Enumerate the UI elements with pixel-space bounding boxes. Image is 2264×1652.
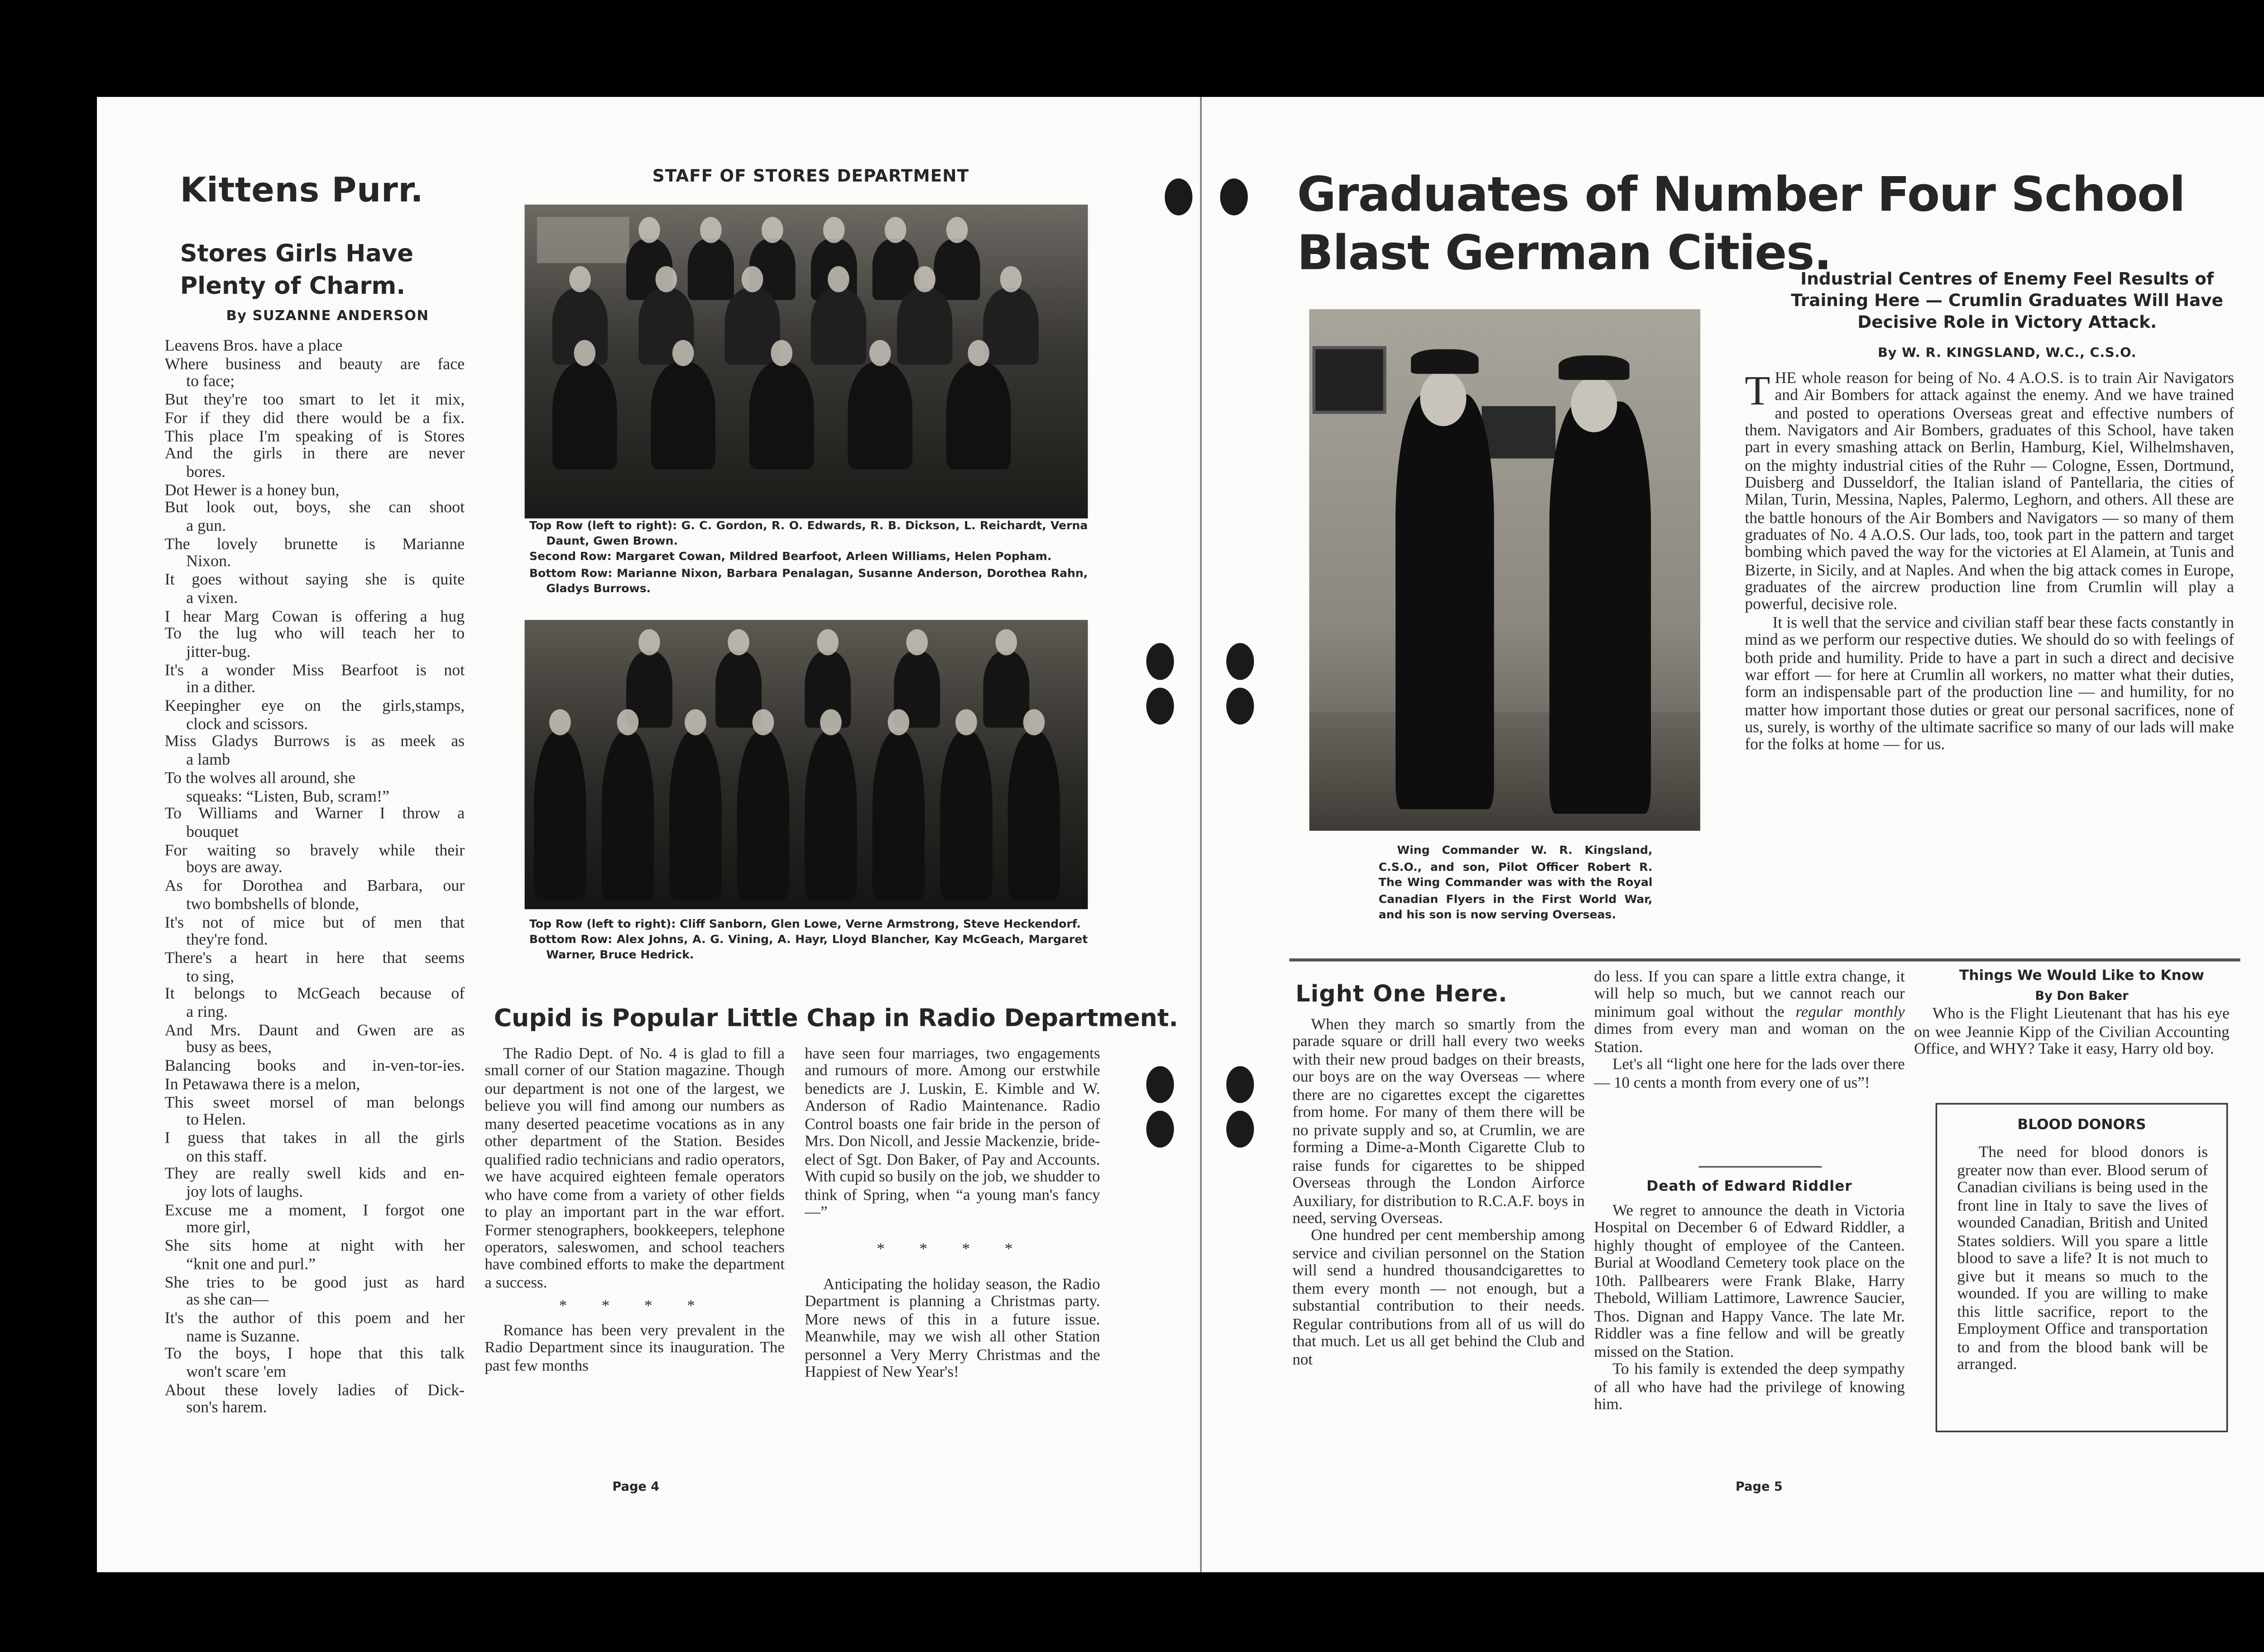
light-one-here-headline: Light One Here.: [1295, 980, 1508, 1008]
light-column-2: [1594, 969, 1904, 1092]
cupid-column-1: [484, 1046, 785, 1376]
cupid-headline: Cupid is Popular Little Chap in Radio Department.: [494, 1003, 1178, 1033]
poem-line-continuation: to Helen.: [186, 1112, 246, 1130]
light-column-1: [1292, 1017, 1585, 1369]
page-number-right: Page 5: [1735, 1480, 1783, 1494]
poem-line: Where business and beauty are face: [164, 356, 465, 373]
poem-line: It's a wonder Miss Bearfoot is not: [164, 662, 465, 680]
person-silhouette: [1008, 731, 1060, 900]
person-face: [753, 709, 774, 735]
person-silhouette: [873, 731, 925, 900]
poem-line-continuation: to sing,: [186, 968, 235, 986]
person-face: [968, 340, 989, 366]
kittens-byline: By SUZANNE ANDERSON: [226, 309, 429, 325]
punch-hole-icon: [1226, 1111, 1254, 1148]
graduates-article-body: [1745, 368, 2234, 755]
page-number-left: Page 4: [612, 1480, 660, 1494]
poem-line: Dot Hewer is a honey bun,: [164, 482, 340, 500]
poem-line: And Mrs. Daunt and Gwen are as: [164, 1022, 465, 1040]
caption-row: Top Row (left to right): Cliff Sanborn, Glen Lowe, Verne Armstrong, Steve Heckendorf.: [529, 917, 1081, 931]
person-silhouette: [749, 362, 814, 469]
poem-line-continuation: as she can—: [186, 1293, 269, 1310]
poem-line-continuation: to face;: [186, 374, 235, 392]
poem-line-continuation: a lamb: [186, 752, 230, 770]
person-face: [1000, 266, 1022, 292]
poem-line: For if they did there would be a fix.: [164, 410, 465, 428]
section-divider-stars: * * * *: [559, 1299, 710, 1316]
person-face: [638, 629, 660, 656]
blood-donors-body: The need for blood donors is greater now than ever. Blood serum of Canadian civilians is being used in the front line in Italy to save the lives of wounded Canadian, British and United States soldiers. Will you spare a little blood to save a life? It is not much to give but it means so much to the wounded. If you are willing to make this little sacrifice, report to the Employment Office and transportation to and from the blood bank will be arranged.: [1957, 1144, 2208, 1374]
poem-line-continuation: bores.: [186, 464, 226, 482]
stores-staff-photo: [525, 205, 1088, 518]
punch-hole-icon: [1220, 178, 1248, 215]
poem-line: As for Dorothea and Barbara, our: [164, 878, 465, 895]
person-silhouette: [737, 731, 790, 900]
poem-line-continuation: boys are away.: [186, 860, 283, 878]
light-paragraph: do less. If you can spare a little extra change, it will help so much, but we cannot reach our minimum goal without the regular monthly dimes from every man and woman on the Station.: [1594, 969, 1905, 1057]
poem-line: For waiting so bravely while their: [164, 843, 465, 860]
radio-photo-caption: [529, 917, 1088, 964]
section-divider-stars: * * * *: [877, 1240, 1028, 1258]
person-silhouette: [946, 362, 1011, 469]
poem-line-continuation: a gun.: [186, 518, 226, 536]
cupid-column-2: [805, 1046, 1100, 1383]
kingsland-photo-caption: Wing Commander W. R. Kingsland, C.S.O., and son, Pilot Officer Robert R. The Wing Commander was with the Royal Canadian Flyers in the First World War, and his son is now serving Overseas.: [1378, 843, 1653, 922]
person-face: [914, 266, 935, 292]
staff-photo-title: STAFF OF STORES DEPARTMENT: [652, 166, 969, 187]
things-headline: Things We Would Like to Know: [1959, 967, 2205, 985]
poem-line: Miss Gladys Burrows is as meek as: [164, 734, 465, 752]
person-face: [1023, 709, 1045, 735]
stores-photo-caption: [529, 518, 1088, 597]
poem-line-continuation: won't scare 'em: [186, 1365, 287, 1382]
poem-line: She tries to be good just as hard: [164, 1274, 465, 1292]
person-silhouette: [983, 651, 1029, 728]
poem-line-continuation: jitter-bug.: [186, 644, 251, 661]
light-paragraph: One hundred per cent membership among service and civilian personnel on the Station will send a hundred thousandcigarettes to them every month — not enough, but a substantial contribution to their needs. Regular contributions from all of us will do that much. Let us all get behind the Club and not: [1292, 1228, 1585, 1369]
poem-line: About these lovely ladies of Dick-: [164, 1383, 465, 1400]
poem-line-continuation: clock and scissors.: [186, 716, 308, 734]
punch-hole-icon: [1146, 1111, 1174, 1148]
death-notice-body: [1594, 1203, 1904, 1414]
graduates-byline: By W. R. KINGSLAND, W.C., C.S.O.: [1878, 346, 2137, 362]
person-silhouette: [534, 731, 586, 900]
person-silhouette: [848, 362, 912, 469]
section-divider: [1290, 958, 2240, 961]
cupid-paragraph: Anticipating the holiday season, the Radio Department is planning a Christmas party. More news of this in a future issue. Meanwhile, may we wish all other Station personnel a Very Merry Christmas and the Happiest of New Year's!: [805, 1277, 1100, 1382]
poem-line: To the wolves all around, she: [164, 770, 355, 788]
poem-line-continuation: a vixen.: [186, 590, 238, 608]
poem-line-continuation: two bombshells of blonde,: [186, 896, 360, 914]
person-face: [574, 340, 595, 366]
person-face: [728, 629, 749, 656]
poem-line: But they're too smart to let it mix,: [164, 392, 465, 410]
person-face: [762, 217, 783, 243]
poem-line-continuation: name is Suzanne.: [186, 1328, 300, 1346]
poem-line: Leavens Bros. have a place: [164, 338, 343, 355]
person-face: [869, 340, 891, 366]
person-silhouette: [805, 731, 857, 900]
person-silhouette: [669, 731, 722, 900]
caption-row: Bottom Row: Alex Johns, A. G. Vining, A. Hayr, Lloyd Blancher, Kay McGeach, Margaret Warner, Bruce Hedrick.: [529, 932, 1088, 962]
graduates-headline-line2: Blast German Cities.: [1297, 226, 1832, 282]
poem-line-continuation: they're fond.: [186, 932, 268, 950]
kingsland-portrait-photo: [1309, 309, 1700, 831]
poem-line: This sweet morsel of man belongs: [164, 1094, 465, 1112]
cupid-paragraph: have seen four marriages, two engagements and rumours of more. Among our erstwhile benedicts are J. Luskin, E. Kimble and W. Anderson of Radio Maintenance. Radio Control boasts one fair bride in the person of Mrs. Don Nicoll, and Jessie Mackenzie, bride-elect of Sgt. Don Baker, of Pay and Accounts. With cupid so busily on the job, we shudder to think of Spring, when “a young man's fancy—”: [805, 1046, 1100, 1222]
poem-line-continuation: joy lots of laughs.: [186, 1184, 303, 1202]
poem-line-continuation: son's harem.: [186, 1400, 267, 1418]
person-face: [823, 217, 845, 243]
punch-hole-icon: [1146, 1066, 1174, 1103]
person-face: [700, 217, 722, 243]
person-silhouette: [552, 362, 617, 469]
person-face: [820, 709, 842, 735]
person-face: [906, 629, 928, 656]
poem-line: It's the author of this poem and her: [164, 1310, 465, 1328]
caption-row: Bottom Row: Marianne Nixon, Barbara Penalagan, Susanne Anderson, Dorothea Rahn, Gladys Burrows.: [529, 565, 1088, 595]
person-face: [638, 217, 660, 243]
short-divider: [1698, 1166, 1822, 1168]
poem-line: Excuse me a moment, I forgot one: [164, 1202, 465, 1220]
poem-line: She sits home at night with her: [164, 1238, 465, 1256]
poem-line: This place I'm speaking of is Stores: [164, 428, 465, 445]
poem-line: It's not of mice but of men that: [164, 915, 465, 932]
page-gutter: [1200, 97, 1201, 1572]
poem-line: They are really swell kids and en-: [164, 1166, 465, 1184]
poem-line-continuation: squeaks: “Listen, Bub, scram!”: [186, 788, 390, 806]
kittens-subhead: Stores Girls Have Plenty of Charm.: [180, 240, 413, 300]
poem-line: And the girls in there are never: [164, 446, 465, 464]
poem-line-continuation: on this staff.: [186, 1149, 267, 1166]
poem-line: To the boys, I hope that this talk: [164, 1346, 465, 1364]
radio-staff-photo: [525, 620, 1088, 909]
person-silhouette: [651, 362, 715, 469]
person-face: [817, 629, 839, 656]
person-face: [946, 217, 968, 243]
poem-line: There's a heart in here that seems: [164, 950, 465, 968]
poem-line: It belongs to McGeach because of: [164, 986, 465, 1004]
caption-row: Top Row (left to right): G. C. Gordon, R. O. Edwards, R. B. Dickson, L. Reichardt, Verna Daunt, Gwen Brown.: [529, 518, 1088, 548]
graduates-paragraph-1: THE whole reason for being of No. 4 A.O.S. is to train Air Navigators and Air Bombers for attack against the enemy. And we have trained and posted to operations Overseas great and effective numbers of them. Navigators and Air Bombers, graduates of this School, have taken part in every smashing attack on Berlin, Hamburg, Kiel, Wilhelmshaven, on the mighty industrial cities of the Ruhr — Cologne, Essen, Dortmund, Duisberg and Dusseldorf, the Italian island of Pantellaria, the cities of Milan, Turin, Messina, Naples, Palermo, Leghorn, and others. All these are the battle honours of the Air Bombers and Navigators — so many of them graduates of No. 4 A.O.S. Our lads, too, took part in the pattern and target bombing which paved the way for the victories at El Alamein, at Tunis and Bizerte, in Sicily, and at Naples. And when the big attack comes in Europe, graduates of the aircrew production line from Crumlin will play a powerful, decisive role.: [1745, 368, 2234, 615]
things-body: Who is the Flight Lieutenant that has his eye on wee Jeannie Kipp of the Civilian Accounting Office, and WHY? Take it easy, Harry old boy.: [1914, 1006, 2230, 1058]
poem-line: But look out, boys, she can shoot: [164, 500, 465, 517]
person-silhouette: [811, 287, 866, 364]
graduates-headline: [1297, 166, 2185, 283]
light-paragraph: Let's all “light one here for the lads over there — 10 cents a month from every one of us”!: [1594, 1057, 1905, 1092]
death-paragraph: To his family is extended the deep sympathy of all who have had the privilege of knowing him.: [1594, 1361, 1905, 1414]
poem-line: I guess that takes in all the girls: [164, 1130, 465, 1148]
person-face: [549, 709, 571, 735]
emphasis-text: regular monthly: [1795, 1004, 1905, 1021]
poem-line: The lovely brunette is Marianne: [164, 536, 465, 554]
person-silhouette: [940, 731, 993, 900]
person-silhouette: [602, 731, 654, 900]
caption-row: Second Row: Margaret Cowan, Mildred Bearfoot, Arleen Williams, Helen Popham.: [529, 550, 1052, 564]
person-silhouette: [983, 287, 1038, 364]
cupid-paragraph: The Radio Dept. of No. 4 is glad to fill a small corner of our Station magazine. Though our department is not one of the largest, we believe you will find among our numbers as many deserted peacetime vocations as in any other department of the Station. Besides qualified radio technicians and radio operators, we have acquired eighteen female operators who have come from a variety of other fields to play an important part in the war effort. Former stenographers, bookkeepers, telephone operators, saleswomen, and school teachers have combined efforts to make the department a success.: [484, 1046, 785, 1292]
person-silhouette: [934, 239, 980, 300]
poem-line: To Williams and Warner I throw a: [164, 806, 465, 824]
person-face: [888, 709, 910, 735]
person-face: [771, 340, 792, 366]
person-face: [828, 266, 849, 292]
things-byline: By Don Baker: [2035, 989, 2129, 1003]
poem-line-continuation: more girl,: [186, 1221, 251, 1238]
poem-line-continuation: “knit one and purl.”: [186, 1256, 316, 1274]
punch-hole-icon: [1146, 688, 1174, 725]
kittens-poem: [165, 339, 465, 1419]
poem-line: I hear Marg Cowan is offering a hug: [164, 608, 465, 626]
person-face: [885, 217, 907, 243]
person-face: [742, 266, 763, 292]
poem-line: It goes without saying she is quite: [164, 572, 465, 589]
poem-line: In Petawawa there is a melon,: [164, 1077, 360, 1094]
poem-line-continuation: busy as bees,: [186, 1040, 272, 1058]
poem-line: To the lug who will teach her to: [164, 626, 465, 644]
person-face: [569, 266, 591, 292]
light-paragraph: When they march so smartly from the parade square or drill hall every two weeks with their new proud badges on their breasts, our boys are on the way Overseas — where there are no cigarettes except the cigarettes from home. For many of them there will be no private supply and so, at Crumlin, we are forming a Dime-a-Month Cigarette Club to raise funds for cigarettes to be shipped Overseas through the London Airforce Auxiliary, for distribution to R.C.A.F. boys in need, serving Overseas.: [1292, 1017, 1585, 1228]
poem-line: Keepingher eye on the girls,stamps,: [164, 698, 465, 716]
graduates-headline-line1: Graduates of Number Four School: [1297, 168, 2185, 223]
person-face: [996, 629, 1017, 656]
person-silhouette: [897, 287, 952, 364]
poem-line-continuation: Nixon.: [186, 554, 231, 572]
punch-hole-icon: [1165, 178, 1192, 215]
graduates-subhead: Industrial Centres of Enemy Feel Results of Training Here — Crumlin Graduates Will Have Decisive Role in Victory Attack.: [1791, 269, 2223, 332]
punch-hole-icon: [1146, 643, 1174, 680]
poem-line-continuation: in a dither.: [186, 680, 256, 698]
kittens-headline: Kittens Purr.: [180, 172, 424, 211]
punch-hole-icon: [1226, 688, 1254, 725]
death-paragraph: We regret to announce the death in Victoria Hospital on December 6 of Edward Riddler, a highly thought of employee of the Canteen. Burial at Woodland Cemetery took place on the 10th. Pallbearers were Frank Blake, Harry Thebold, William Lattimore, Lawrence Saucier, Thos. Dignan and Happy Vance. The late Mr. Riddler was a fine fellow and will be greatly missed on the Station.: [1594, 1203, 1905, 1361]
person-face: [617, 709, 639, 735]
poem-line: Balancing books and in-ven-tor-ies.: [164, 1058, 465, 1076]
drop-cap: T: [1745, 368, 1770, 414]
cupid-paragraph: Romance has been very prevalent in the Radio Department since its inauguration. The past few months: [484, 1322, 785, 1375]
person-face: [685, 709, 706, 735]
person-face: [672, 340, 694, 366]
punch-hole-icon: [1226, 1066, 1254, 1103]
graduates-paragraph-2: It is well that the service and civilian staff bear these facts constantly in mind as we perform our respective duties. We should do so with feelings of both pride and humility. Pride to have a part in such a direct and decisive war effort — for here at Crumlin all workers, no matter what their duties, form an indispensable part of the production line — and humility, for no matter how important those duties or great our personal sacrifices, none of us, surely, is worthy of the ultimate sacrifice so many of our lads will make for the folks at home — for us.: [1745, 615, 2234, 754]
poem-line-continuation: a ring.: [186, 1004, 228, 1022]
poem-line-continuation: bouquet: [186, 824, 239, 842]
person-face: [955, 709, 977, 735]
punch-hole-icon: [1226, 643, 1254, 680]
death-notice-headline: Death of Edward Riddler: [1646, 1178, 1852, 1196]
person-face: [656, 266, 677, 292]
person-silhouette: [688, 239, 734, 300]
blood-donors-headline: BLOOD DONORS: [2017, 1116, 2146, 1134]
